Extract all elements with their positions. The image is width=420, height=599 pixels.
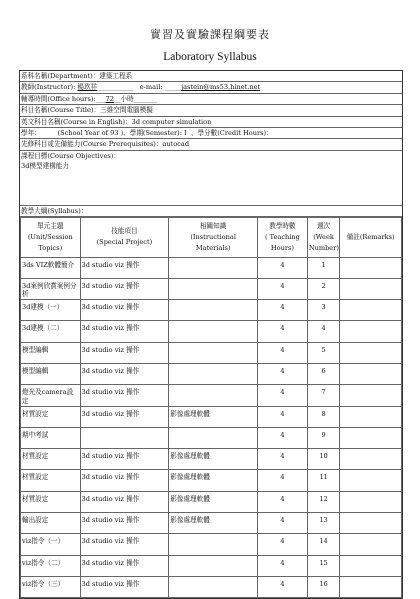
teaching-hours-cell: 4 — [258, 470, 308, 491]
unit-topic-cell: 3d案例欣賞案例分析 — [21, 278, 81, 299]
special-project-cell: 3d studio viz 操作 — [80, 278, 169, 299]
column-header — [80, 217, 169, 257]
table-row — [21, 364, 402, 385]
objectives-blank-area — [20, 172, 402, 206]
week-number-cell: 13 — [307, 513, 339, 534]
teaching-hours-cell: 4 — [258, 364, 308, 385]
instructor-name: 楊玖祥 — [77, 83, 98, 92]
remarks-cell — [340, 491, 402, 512]
unit-topic-cell: 材質設定 — [21, 470, 81, 491]
remarks-cell — [340, 385, 402, 406]
instructional-materials-cell — [169, 385, 258, 406]
office-hours-pad-mid: __ — [113, 94, 121, 103]
column-header-line: Topics) — [38, 243, 63, 252]
teaching-hours-cell: 4 — [258, 491, 308, 512]
remarks-cell — [340, 300, 402, 321]
column-header — [21, 217, 81, 257]
remarks-cell — [340, 576, 402, 597]
special-project-cell — [80, 427, 169, 448]
week-number-cell: 16 — [307, 576, 339, 597]
table-row — [21, 406, 402, 427]
instructional-materials-cell: 影像處理軟體 — [169, 449, 258, 470]
special-project-cell: 3d studio viz 操作 — [80, 364, 169, 385]
unit-topic-cell: 期中考試 — [21, 427, 81, 448]
table-row — [21, 576, 402, 597]
unit-topic-cell: 模型編輯 — [21, 364, 81, 385]
remarks-cell — [340, 427, 402, 448]
office-hours-value: 72 — [105, 94, 114, 103]
remarks-cell — [340, 278, 402, 299]
office-hours-label: 輔導時間(Office hours): — [21, 94, 96, 103]
unit-topic-cell: 模型編輯 — [21, 342, 81, 363]
remarks-cell — [340, 342, 402, 363]
teaching-hours-cell: 4 — [258, 534, 308, 555]
office-hours-pad-before: ___ — [95, 94, 106, 103]
office-hours-unit: 小時 — [120, 94, 134, 103]
table-row — [21, 449, 402, 470]
column-header-line: (Special Project) — [96, 238, 153, 247]
syllabus-form — [19, 70, 403, 599]
week-number-cell: 2 — [307, 278, 339, 299]
week-number-cell: 4 — [307, 321, 339, 342]
column-header — [258, 217, 308, 257]
unit-topic-cell: 材質設定 — [21, 491, 81, 512]
instructional-materials-cell — [169, 555, 258, 576]
email-pad: _____ — [164, 83, 182, 92]
instructional-materials-cell: 影像處理軟體 — [169, 406, 258, 427]
instructional-materials-cell — [169, 257, 258, 278]
remarks-cell — [340, 513, 402, 534]
unit-topic-cell: 輸出設定 — [21, 513, 81, 534]
week-number-cell: 1 — [307, 257, 339, 278]
column-header — [340, 217, 402, 257]
unit-topic-cell: viz指令（二） — [21, 555, 81, 576]
unit-topic-cell: 燈光及camera設定 — [21, 385, 81, 406]
teaching-hours-cell: 4 — [258, 342, 308, 363]
column-header-line: (Unit/Session — [27, 232, 73, 241]
email-label: e-mail: — [139, 83, 163, 92]
week-number-cell: 3 — [307, 300, 339, 321]
remarks-cell — [340, 534, 402, 555]
syllabus-table-body — [21, 257, 402, 598]
special-project-cell: 3d studio viz 操作 — [80, 406, 169, 427]
special-project-cell: 3d studio viz 操作 — [80, 534, 169, 555]
column-header-line: 技能項目 — [111, 227, 138, 236]
instructional-materials-cell — [169, 427, 258, 448]
document-title-chinese: 實習及實驗課程綱要表 — [150, 28, 270, 41]
teaching-hours-cell: 4 — [258, 449, 308, 470]
teaching-hours-cell: 4 — [258, 385, 308, 406]
unit-topic-cell: viz指令（三） — [21, 576, 81, 597]
table-row — [21, 342, 402, 363]
remarks-cell — [340, 555, 402, 576]
special-project-cell: 3d studio viz 操作 — [80, 576, 169, 597]
table-row — [21, 300, 402, 321]
objectives-value-row: 3d模型建構能力 — [21, 162, 69, 171]
instructor-pad: ___________ — [97, 83, 134, 92]
table-row — [21, 470, 402, 491]
instructional-materials-cell — [169, 364, 258, 385]
instructional-materials-cell — [169, 576, 258, 597]
week-number-cell: 5 — [307, 342, 339, 363]
special-project-cell: 3d studio viz 操作 — [80, 257, 169, 278]
header-row — [21, 217, 402, 257]
column-header-line: 週次 — [316, 221, 331, 230]
column-header-line: (Instructional — [190, 232, 236, 241]
column-header — [169, 217, 258, 257]
remarks-cell — [340, 449, 402, 470]
column-header-line: 備註(Remarks) — [346, 232, 395, 241]
table-row — [21, 257, 402, 278]
unit-topic-cell: 3ds VIZ軟體簡介 — [21, 257, 81, 278]
remarks-cell — [340, 470, 402, 491]
special-project-cell: 3d studio viz 操作 — [80, 449, 169, 470]
column-header-line: Materials) — [195, 243, 231, 252]
teaching-hours-cell: 4 — [258, 427, 308, 448]
special-project-cell: 3d studio viz 操作 — [80, 555, 169, 576]
special-project-cell: 3d studio viz 操作 — [80, 491, 169, 512]
column-header-line: 教學時數 — [269, 221, 296, 230]
instructional-materials-cell: 影像處理軟體 — [169, 513, 258, 534]
objectives-label-row: 課程目標(Course Objectives)： — [21, 151, 120, 160]
teaching-hours-cell: 4 — [258, 406, 308, 427]
week-number-cell: 10 — [307, 449, 339, 470]
teaching-hours-cell: 4 — [258, 576, 308, 597]
column-header — [307, 217, 339, 257]
year-semester-credit-row: 學年： (School Year of 93 )、學期(Semester): I 、學分數(Credit Hours)： — [20, 128, 402, 139]
unit-topic-cell: 材質設定 — [21, 449, 81, 470]
table-row — [21, 491, 402, 512]
table-row — [21, 555, 402, 576]
week-number-cell: 6 — [307, 364, 339, 385]
instructional-materials-cell — [169, 300, 258, 321]
instructional-materials-cell — [169, 278, 258, 299]
remarks-cell — [340, 406, 402, 427]
teaching-hours-cell: 4 — [258, 257, 308, 278]
table-row — [21, 427, 402, 448]
remarks-cell — [340, 364, 402, 385]
office-hours-pad-after: _______ — [133, 94, 157, 103]
week-number-cell: 9 — [307, 427, 339, 448]
course-english-row: 英文科目名稱(Course in English)：3d computer simulation — [20, 117, 402, 128]
remarks-cell — [340, 321, 402, 342]
instructional-materials-cell — [169, 342, 258, 363]
remarks-cell — [340, 257, 402, 278]
special-project-cell: 3d studio viz 操作 — [80, 342, 169, 363]
teaching-hours-cell: 4 — [258, 555, 308, 576]
instructional-materials-cell: 影像處理軟體 — [169, 470, 258, 491]
week-number-cell: 14 — [307, 534, 339, 555]
table-row — [21, 385, 402, 406]
email-value: jastein@ms53.hinet.net — [181, 83, 261, 92]
teaching-hours-cell: 4 — [258, 300, 308, 321]
column-header-line: ( Teaching — [264, 232, 300, 241]
unit-topic-cell: 3d建模（一） — [21, 300, 81, 321]
teaching-hours-cell: 4 — [258, 321, 308, 342]
syllabus-label: 教學大綱(Syllabus)： — [20, 206, 402, 217]
table-row — [21, 534, 402, 555]
week-number-cell: 12 — [307, 491, 339, 512]
instructional-materials-cell: 影像處理軟體 — [169, 491, 258, 512]
column-header-line: (Week — [313, 232, 334, 241]
instructor-label: 教師(Instructor): — [21, 83, 76, 92]
week-number-cell: 7 — [307, 385, 339, 406]
teaching-hours-cell: 4 — [258, 513, 308, 534]
instructional-materials-cell — [169, 321, 258, 342]
column-header-line: 單元主題 — [37, 221, 64, 230]
column-header-line: Number) — [308, 243, 339, 252]
document-title-english: Laboratory Syllabus — [163, 51, 257, 63]
table-row — [21, 321, 402, 342]
special-project-cell: 3d studio viz 操作 — [80, 470, 169, 491]
table-row — [21, 278, 402, 299]
office-hours-row — [20, 94, 402, 105]
special-project-cell: 3d studio viz 操作 — [80, 321, 169, 342]
unit-topic-cell: 材質設定 — [21, 406, 81, 427]
instructional-materials-cell — [169, 534, 258, 555]
syllabus-table — [20, 217, 402, 599]
column-header-line: 相關知識 — [199, 221, 227, 230]
teaching-hours-cell: 4 — [258, 278, 308, 299]
syllabus-table-header — [21, 217, 402, 257]
week-number-cell: 8 — [307, 406, 339, 427]
week-number-cell: 15 — [307, 555, 339, 576]
special-project-cell: 3d studio viz 操作 — [80, 385, 169, 406]
instructor-row — [20, 82, 402, 93]
week-number-cell: 11 — [307, 470, 339, 491]
unit-topic-cell: viz指令（一） — [21, 534, 81, 555]
department-row: 系科名稱(Department)：建築工程系 — [20, 71, 402, 82]
column-header-line: Hours) — [270, 243, 294, 252]
special-project-cell: 3d studio viz 操作 — [80, 513, 169, 534]
unit-topic-cell: 3d建模（二） — [21, 321, 81, 342]
special-project-cell: 3d studio viz 操作 — [80, 300, 169, 321]
course-title-row: 科目名稱(Course Title)：三維空間電腦模擬 — [20, 105, 402, 116]
table-row — [21, 513, 402, 534]
prerequisites-row: 先修科目或先備能力(Course Prerequisites)：autocad — [20, 139, 402, 150]
